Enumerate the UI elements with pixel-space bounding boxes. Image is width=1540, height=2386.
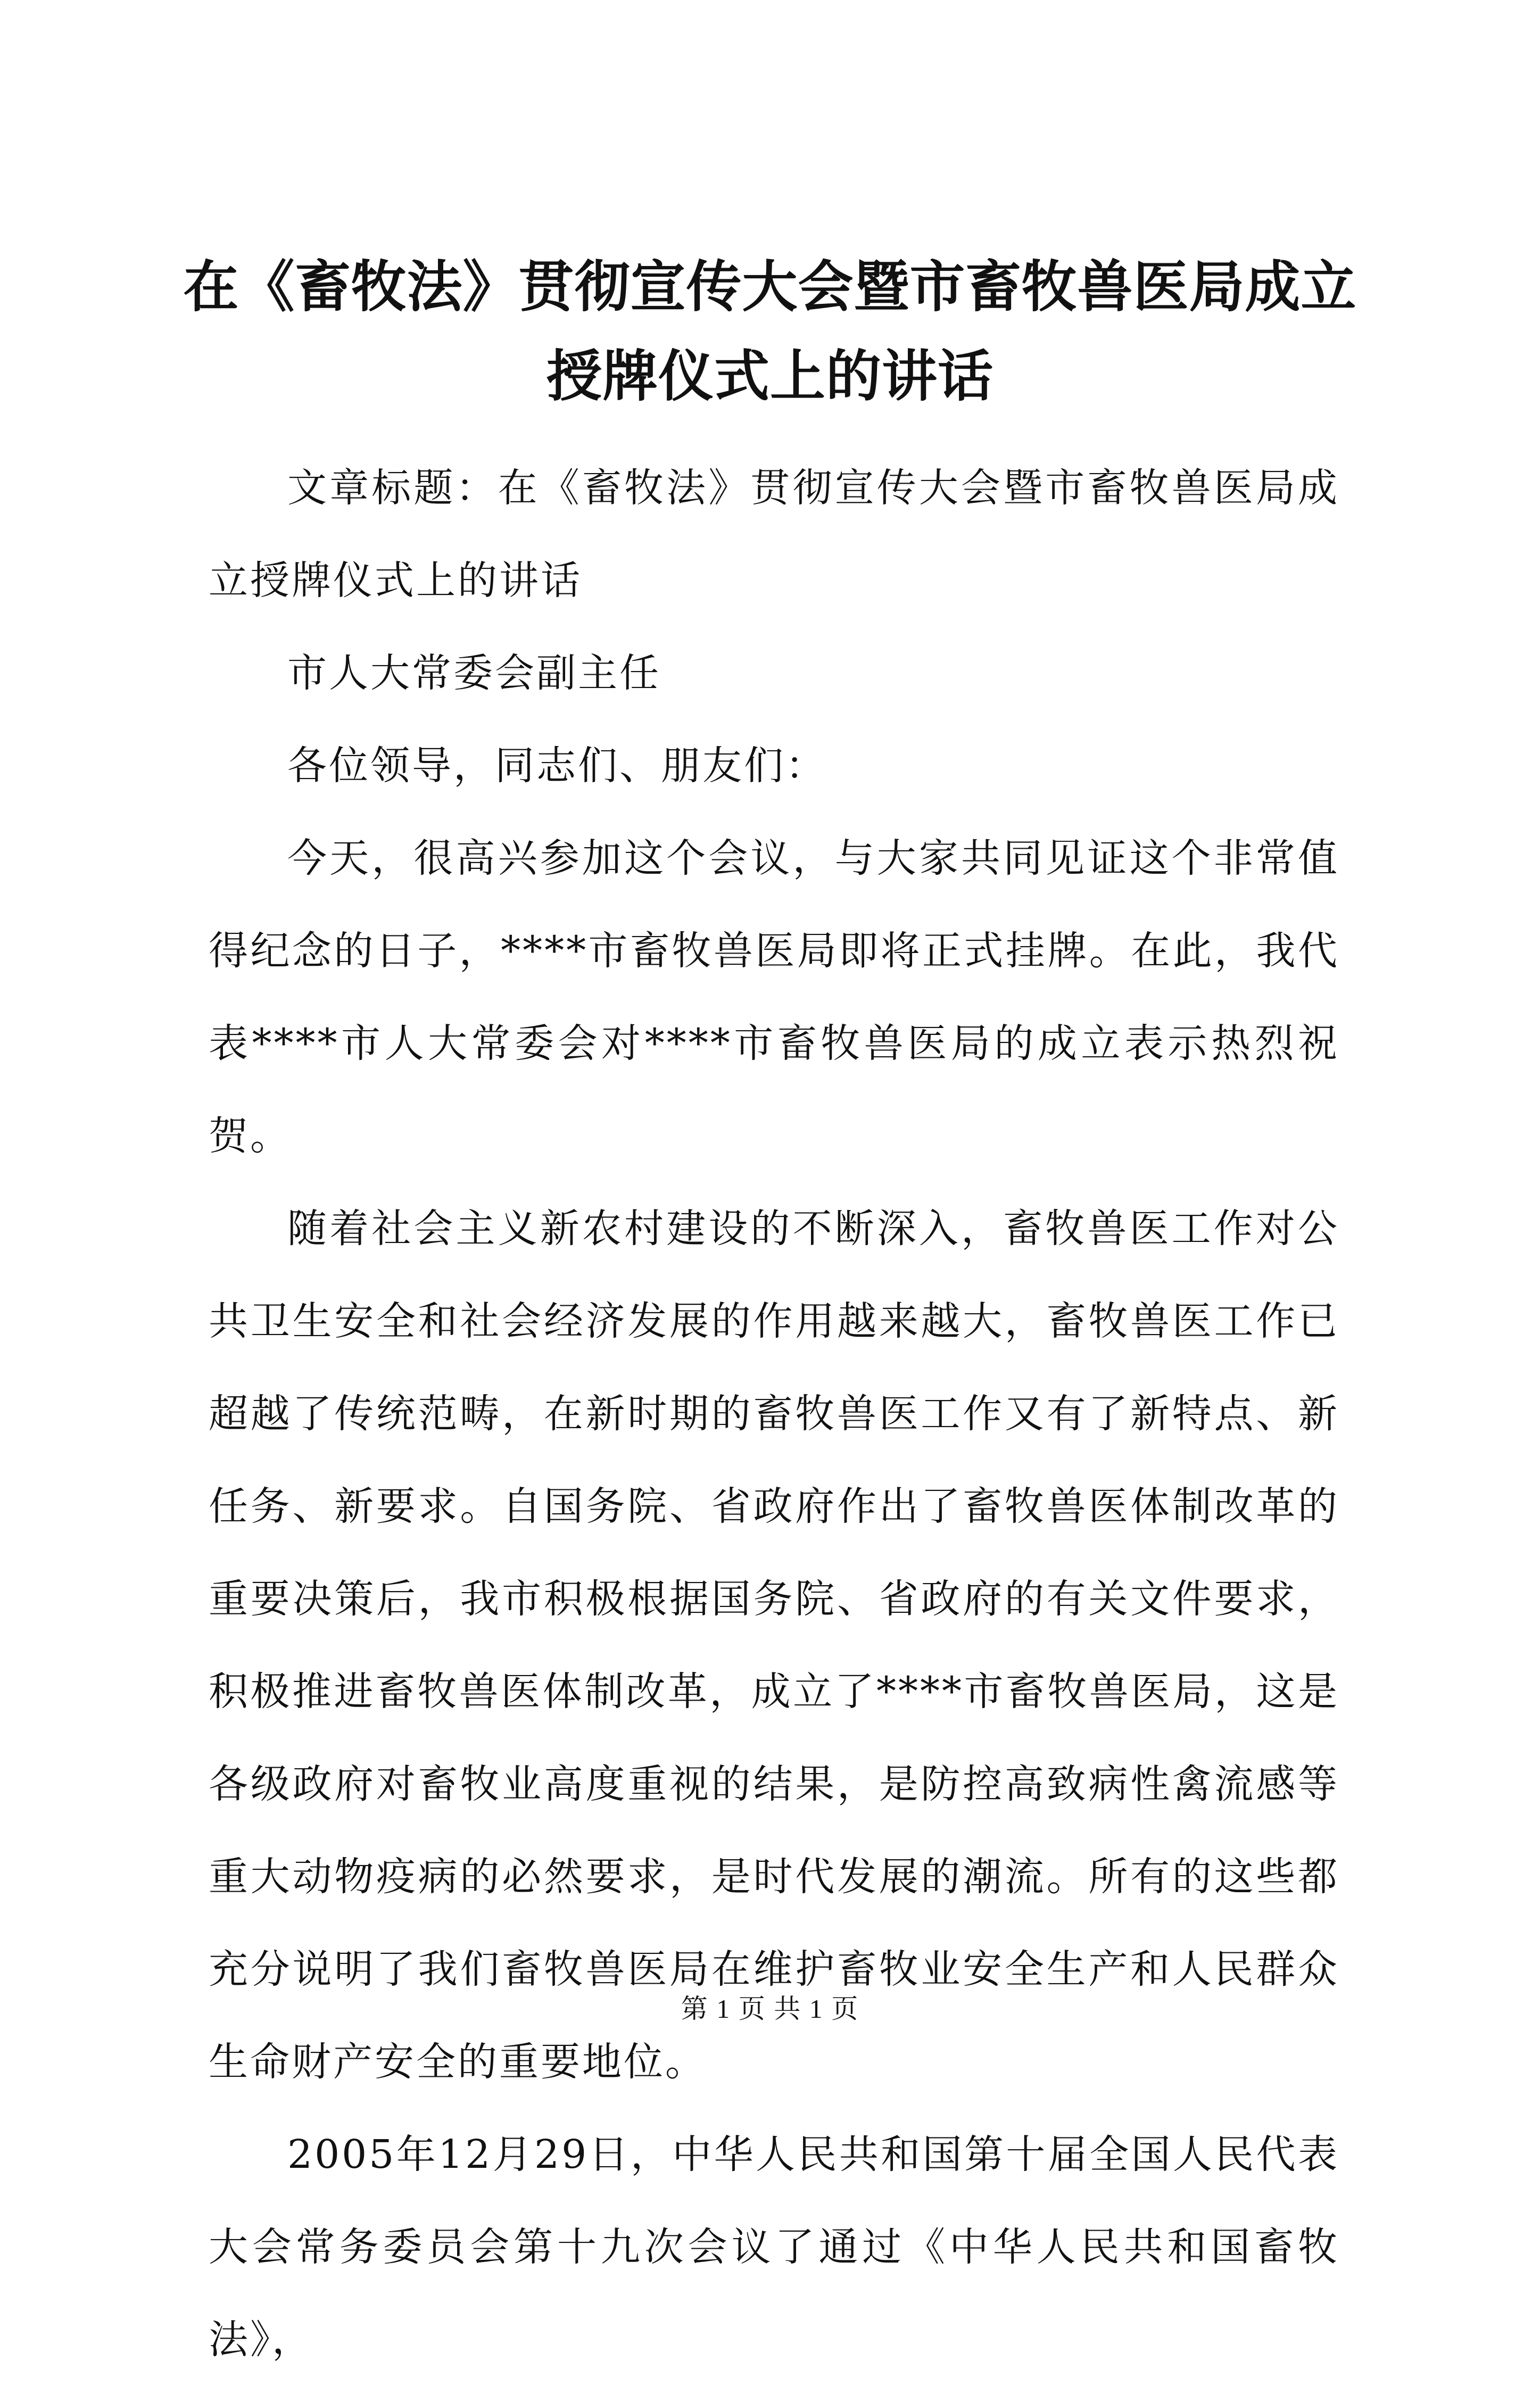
document-body [209, 442, 1339, 2386]
document-title: 在《畜牧法》贯彻宣传大会暨市畜牧兽医局成立授牌仪式上的讲话 [183, 254, 1357, 409]
body-paragraph: 今天，很高兴参加这个会议，与大家共同见证这个非常值得纪念的日子，****市畜牧兽医局即将正式挂牌。在此，我代表****市人大常委会对****市畜牧兽医局的成立表示热烈祝贺。 [209, 835, 1339, 1159]
article-title-paragraph: 文章标题：在《畜牧法》贯彻宣传大会暨市畜牧兽医局成立授牌仪式上的讲话 [209, 465, 1339, 603]
speaker-line: 市人大常委会副主任 [287, 650, 661, 696]
body-paragraph: 随着社会主义新农村建设的不断深入，畜牧兽医工作对公共卫生安全和社会经济发展的作用越来越大，畜牧兽医工作已超越了传统范畴，在新时期的畜牧兽医工作又有了新特点、新任务、新要求。自国务院、省政府作出了畜牧兽医体制改革的重要决策后，我市积极根据国务院、省政府的有关文件要求，积极推进畜牧兽医体制改革，成立了****市畜牧兽医局，这是各级政府对畜牧业高度重视的结果，是防控高致病性禽流感等重大动物疫病的必然要求，是时代发展的潮流。所有的这些都充分说明了我们畜牧兽医局在维护畜牧业安全生产和人民群众生命财产安全的重要地位。 [209, 1206, 1339, 2085]
salutation: 各位领导，同志们、朋友们： [287, 743, 827, 789]
body-paragraph: 2005年12月29日，中华人民共和国第十届全国人民代表大会常务委员会第十九次会议了通过《中华人民共和国畜牧法》， [209, 2132, 1339, 2363]
page-footer: 第 1 页 共 1 页 [681, 1994, 859, 2024]
